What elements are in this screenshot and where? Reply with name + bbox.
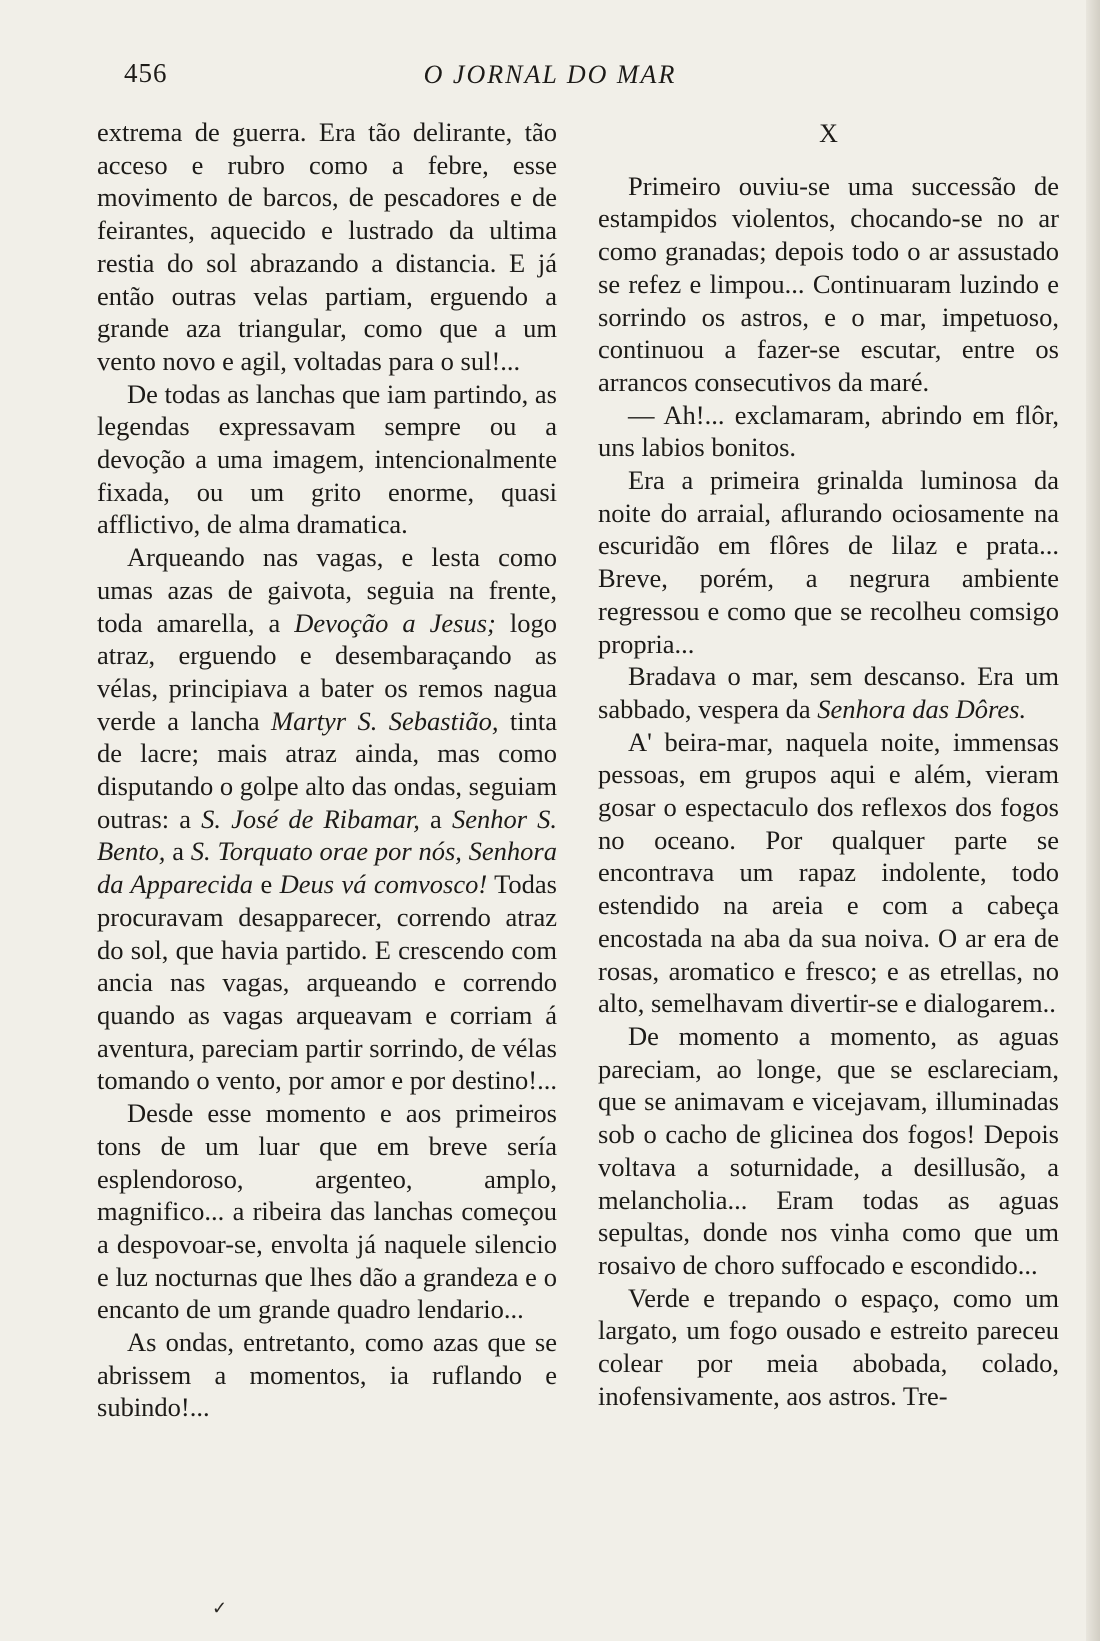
text-run: tinta de lacre; mais atraz ainda, mas como disputando o golpe alto das ondas, seguiam outras: a [97, 705, 558, 834]
text-run: a [165, 836, 191, 867]
boat-name: S. Torquato orae por nós, Senhora da Apparecida [97, 836, 557, 900]
left-column [97, 116, 557, 1424]
page-edge-shadow [1086, 0, 1100, 1641]
text-run: Bradava o mar, sem descanso. Era um sabbado, vespera da [598, 661, 1059, 724]
paragraph: A' beira-mar, naquela noite, immensas pessoas, em grupos aqui e além, vieram gosar o espectaculo dos reflexos dos fogos no oceano. Por qualquer parte se encontrava um rapaz indolente, todo estendido na areia e com a cabeça encostada na aba da sua noiva. O ar era de rosas, aromatico e fresco; e as etrellas, no alto, semelhavam divertir-se e dialogarem.. [598, 726, 1059, 1019]
boat-name: Senhor S. Bento, [97, 803, 558, 867]
feast-name: Senhora das Dôres. [817, 693, 1027, 724]
paragraph [97, 541, 557, 1097]
paragraph: De todas as lanchas que iam partindo, as legendas expressavam sempre ou a devoção a uma imagem, intencionalmente fixada, ou um grito enorme, quasi afflictivo, de alma dramatica. [97, 378, 557, 540]
boat-name: Deus vá comvosco! [279, 869, 488, 900]
boat-name: Martyr S. Sebastião, [271, 705, 499, 736]
paragraph: Primeiro ouviu-se uma successão de estampidos violentos, chocando-se no ar como granadas; depois todo o ar assustado se refez e limpou... Continuaram luzindo e sorrindo os astros, e o mar, impetuoso, continuou a fazer-se escutar, entre os arrancos consecutivos da maré. [598, 170, 1059, 397]
paragraph: Verde e trepando o espaço, como um largato, um fogo ousado e estreito pareceu colear por meia abobada, colado, inofensivamente, aos astros. Tre- [598, 1282, 1059, 1411]
text-run: e [253, 869, 280, 900]
text-run: a [419, 803, 452, 834]
boat-name: S. José de Ribamar, [201, 803, 420, 834]
text-run: logo atraz, erguendo e desembaraçando as vélas, principiava a bater os remos nagua verde a lancha [97, 607, 557, 736]
text-run: Arqueando nas vagas, e lesta como umas azas de gaivota, seguia na frente, toda amarella, a [97, 542, 557, 638]
paragraph [598, 660, 1059, 725]
paragraph: Desde esse momento e aos primeiros tons de um luar que em breve sería esplendoroso, argenteo, amplo, magnifico... a ribeira das lanchas começou a despovoar-se, envolta já naquele silencio e luz nocturnas que lhes dão a grandeza e o encanto de um grande quadro lendario... [97, 1098, 557, 1325]
paragraph: extrema de guerra. Era tão delirante, tão acceso e rubro como a febre, esse movimento de barcos, de pescadores e de feirantes, aquecido e lustrado da ultima restia do sol abrazando a distancia. E já então outras velas partiam, erguendo a grande aza triangular, como que a um vento novo e agil, voltadas para o sul!... [97, 117, 557, 376]
boat-name: Devoção a Jesus; [294, 607, 496, 638]
paragraph: As ondas, entretanto, como azas que se abrissem a momentos, ia ruflando e subindo!... [97, 1327, 557, 1423]
paragraph: De momento a momento, as aguas pareciam, ao longe, que se esclareciam, que se animavam e vicejavam, illuminadas sob o cacho de glicinea dos fogos! Depois voltava a soturnidade, a desillusão, a melancholia... Eram todas as aguas sepultas, donde nos vinha como que um rosaivo de choro suffocado e escondido... [598, 1020, 1059, 1280]
text-run: Todas procuravam desapparecer, correndo atraz do sol, que havia partido. E crescendo com ancia nas vagas, arqueando e correndo quando as vagas arqueavam e corriam á aventura, pareciam partir sorrindo, de vélas tomando o vento, por amor e por destino!... [97, 869, 557, 1096]
page-number: 456 [124, 58, 168, 88]
page-header [0, 52, 1100, 102]
paragraph: — Ah!... exclamaram, abrindo em flôr, uns labios bonitos. [598, 399, 1059, 463]
section-number: X [819, 119, 838, 148]
paragraph: Era a primeira grinalda luminosa da noite do arraial, aflurando ociosamente na escuridão em flôres de lilaz e prata... Breve, porém, a negrura ambiente regressou e como que se recolheu comsigo propria... [598, 465, 1059, 659]
right-column [598, 116, 1059, 1412]
footer-mark: ✓ [212, 1598, 228, 1618]
running-title: O JORNAL DO MAR [423, 60, 677, 89]
